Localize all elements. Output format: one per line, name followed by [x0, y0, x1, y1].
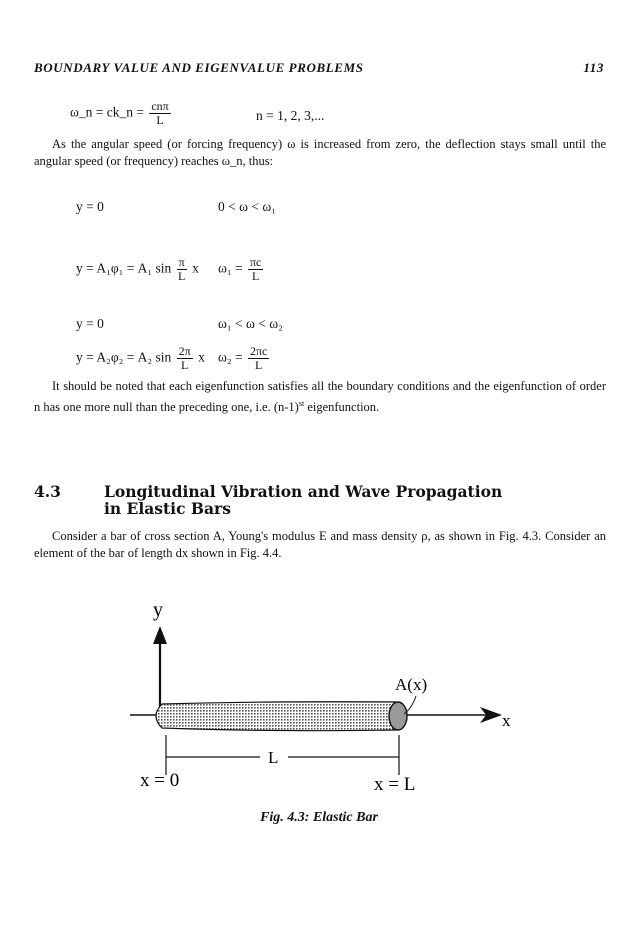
- y-axis-label: y: [153, 599, 163, 621]
- eq-row4-right: [218, 345, 271, 372]
- fraction-numerator: 2π: [178, 344, 191, 358]
- eq-row4-right-pre: ω₂ =: [218, 349, 243, 365]
- fraction-numerator: 2πc: [249, 344, 268, 358]
- eq-omega-n-lhs: ω_n = ck_n =: [70, 104, 144, 120]
- bar-end-face: [389, 702, 407, 730]
- figure-caption: Fig. 4.3: Elastic Bar: [260, 810, 378, 825]
- length-label: L: [268, 748, 279, 767]
- fraction-numerator: π: [178, 255, 185, 269]
- section-number: 4.3: [34, 482, 61, 501]
- fraction-numerator: cnπ: [151, 99, 169, 113]
- eq-row2-right: [218, 256, 265, 283]
- ordinal-suffix: st: [298, 399, 305, 408]
- fraction-denominator: L: [178, 269, 186, 283]
- fraction-numerator: πc: [249, 255, 262, 269]
- paragraph-2-end: eigenfunction.: [307, 400, 380, 415]
- eq-row2-right-pre: ω₁ =: [218, 260, 243, 276]
- paragraph-3: Consider a bar of cross section A, Young's modulus E and mass density ρ, as shown in Fig. 4.3. Consider an element of the bar of length dx shown in Fig. 4.4.: [34, 529, 606, 560]
- fraction-denominator: L: [254, 358, 263, 372]
- paragraph-1: As the angular speed (or forcing frequency) ω is increased from zero, the deflection stays small until the angular speed (or frequency) reaches ω_n, thus:: [34, 137, 606, 168]
- x-axis-label: x: [502, 711, 511, 730]
- equation-omega-n: [70, 100, 173, 127]
- running-header: [34, 60, 604, 76]
- right-end-label: x = L: [374, 774, 416, 795]
- eq-row2-left-fraction: [177, 256, 187, 283]
- elastic-bar-figure: [110, 590, 530, 830]
- eq-omega-n-fraction: [149, 100, 170, 127]
- eq-row2-left-post: x: [192, 260, 199, 276]
- eq-row2-right-fraction: [248, 256, 263, 283]
- bar-body: [156, 702, 396, 731]
- y-axis-arrow: [153, 626, 167, 644]
- fraction-denominator: L: [156, 113, 164, 127]
- eq-row1-left: y = 0: [76, 199, 104, 214]
- eq-row4-right-fraction: [248, 345, 269, 372]
- paragraph-2-text: It should be noted that each eigenfunction satisfies all the boundary conditions and the eigenfunction of order n has one more null than the preceding one, i.e. (n-1): [34, 379, 606, 415]
- eq-row4-left-post: x: [198, 349, 205, 365]
- area-label: A(x): [395, 675, 428, 694]
- eq-row3-left: y = 0: [76, 316, 104, 331]
- fraction-denominator: L: [251, 269, 260, 283]
- left-end-label: x = 0: [140, 770, 180, 791]
- fraction-denominator: L: [181, 358, 189, 372]
- section-title: Longitudinal Vibration and Wave Propagation in Elastic Bars: [104, 482, 503, 518]
- paragraph-2: [34, 378, 606, 416]
- eq-row1-right: 0 < ω < ω₁: [218, 199, 276, 214]
- eq-row2-left: [76, 256, 199, 283]
- eq-row4-left-fraction: [177, 345, 193, 372]
- eq-row3-right: ω₁ < ω < ω₂: [218, 316, 283, 331]
- eq-row4-left-pre: y = A₂φ₂ = A₂ sin: [76, 349, 172, 365]
- eq-row2-left-pre: y = A₁φ₁ = A₁ sin: [76, 260, 172, 276]
- header-title: BOUNDARY VALUE AND EIGENVALUE PROBLEMS: [34, 60, 364, 75]
- eq-row4-left: [76, 345, 205, 372]
- n-range: n = 1, 2, 3,...: [256, 108, 325, 123]
- page-number: 113: [583, 60, 604, 75]
